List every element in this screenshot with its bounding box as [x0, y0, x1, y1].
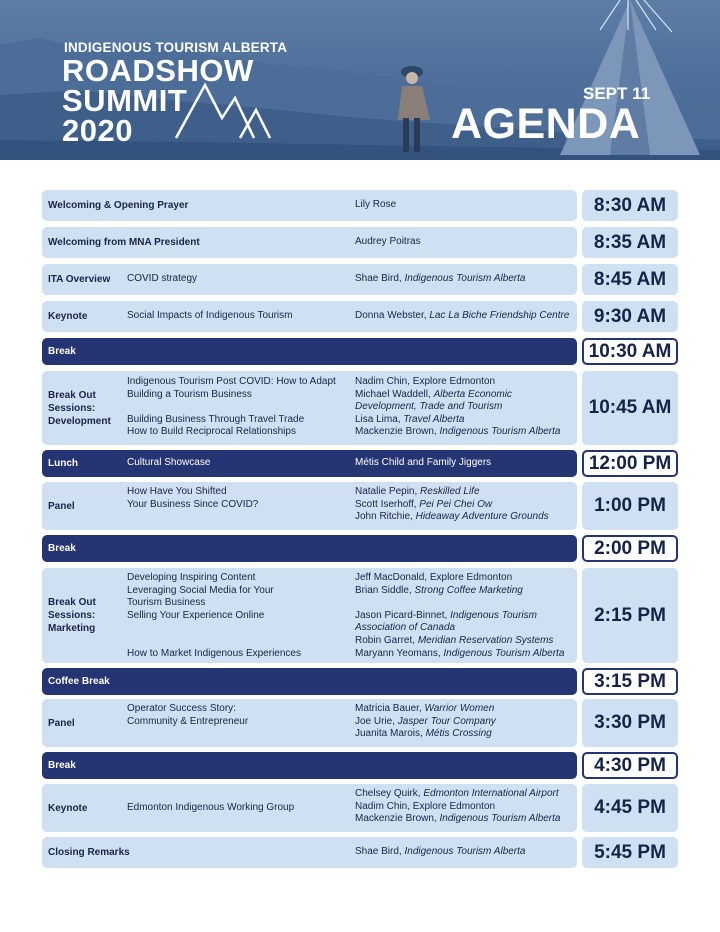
session-speakers	[355, 846, 525, 859]
session-speakers	[355, 376, 560, 439]
speaker-organization: Lac La Biche Friendship Centre	[429, 310, 570, 322]
event-title-line-3: 2020	[62, 113, 133, 148]
speaker-name: John Ritchie,	[355, 511, 416, 523]
session-details	[42, 837, 577, 868]
speaker-organization: Development, Trade and Tourism	[355, 401, 503, 413]
agenda-session-row	[42, 837, 678, 868]
agenda-session-row	[42, 264, 678, 295]
session-label	[48, 190, 188, 221]
session-details	[42, 371, 577, 445]
session-details	[42, 535, 577, 562]
agenda-break-row	[42, 450, 678, 477]
speaker-line	[355, 703, 496, 716]
session-details	[42, 227, 577, 258]
agenda-session-row	[42, 784, 678, 832]
speaker-organization: Pei Pei Chei Ow	[419, 498, 493, 510]
speaker-name: Michael Waddell,	[355, 388, 434, 400]
session-time: 2:00 PM	[582, 535, 678, 562]
speaker-name: Lisa Lima,	[355, 413, 404, 425]
speaker-organization: Alberta Economic	[433, 388, 512, 400]
session-topic: Developing Inspiring Content	[127, 572, 256, 583]
speaker-organization: Hideaway Adventure Grounds	[415, 511, 549, 523]
session-details	[42, 190, 577, 221]
speaker-name: Brian Siddle,	[355, 584, 415, 596]
session-topics	[127, 273, 197, 286]
session-speakers	[355, 310, 569, 323]
speaker-name: Robin Garret,	[355, 634, 418, 646]
speaker-line	[355, 610, 564, 623]
speaker-organization: Warrior Women	[424, 703, 495, 714]
speaker-line	[355, 273, 525, 286]
session-label	[48, 264, 110, 295]
speaker-line	[355, 457, 491, 470]
session-time: 4:30 PM	[582, 752, 678, 779]
agenda-session-row	[42, 568, 678, 663]
session-topics	[127, 310, 292, 323]
agenda-session-row	[42, 482, 678, 530]
session-speakers	[355, 486, 549, 524]
session-speakers	[355, 572, 564, 660]
session-time: 2:15 PM	[582, 568, 678, 663]
speaker-name: Natalie Pepin,	[355, 486, 421, 497]
speaker-line	[355, 813, 560, 826]
session-time: 10:30 AM	[582, 338, 678, 365]
session-topic: How Have You Shifted	[127, 486, 227, 497]
speaker-organization: Indigenous Tourism Alberta	[439, 813, 561, 825]
speaker-name: Mackenzie Brown,	[355, 426, 440, 438]
session-label-line: Break Out	[48, 389, 96, 401]
session-label-text: Panel	[48, 500, 75, 512]
speaker-organization: Indigenous Tourism Alberta	[404, 846, 526, 858]
session-label	[48, 668, 110, 695]
session-topic: Cultural Showcase	[127, 457, 211, 469]
session-topic: Your Business Since COVID?	[127, 498, 259, 510]
session-details	[42, 482, 577, 530]
speaker-line	[355, 236, 421, 249]
event-title-line-1: ROADSHOW	[62, 53, 254, 88]
speaker-line	[355, 788, 560, 801]
speaker-line	[355, 426, 560, 439]
agenda-session-row	[42, 301, 678, 332]
session-label	[48, 371, 111, 445]
agenda-session-row	[42, 190, 678, 221]
agenda-break-row	[42, 668, 678, 695]
session-topic: Community & Entrepreneur	[127, 715, 249, 727]
agenda-break-row	[42, 535, 678, 562]
session-topic: Building Business Through Travel Trade	[127, 413, 305, 425]
session-speakers	[355, 457, 491, 470]
session-topics	[127, 572, 301, 660]
speaker-name: Joe Urie,	[355, 715, 398, 727]
session-topic: Edmonton Indigenous Working Group	[127, 801, 295, 813]
organization-name: INDIGENOUS TOURISM ALBERTA	[64, 40, 288, 55]
header-banner	[0, 0, 720, 160]
speaker-line	[355, 401, 560, 414]
session-topic: Building a Tourism Business	[127, 388, 252, 400]
speaker-name: Lily Rose	[355, 199, 397, 211]
session-label-text: Keynote	[48, 802, 88, 814]
session-label-text: Keynote	[48, 311, 88, 322]
session-time: 10:45 AM	[582, 371, 678, 445]
speaker-line	[355, 389, 560, 402]
session-label-text: Break	[48, 543, 76, 554]
speaker-name: Shae Bird,	[355, 273, 405, 285]
speaker-name: Nadim Chin, Explore Edmonton	[355, 800, 496, 812]
session-time: 5:45 PM	[582, 837, 678, 868]
agenda-heading: AGENDA	[451, 100, 641, 148]
session-topic	[127, 622, 301, 635]
session-details	[42, 338, 577, 365]
session-time: 8:35 AM	[582, 227, 678, 258]
session-details	[42, 568, 577, 663]
session-time: 3:15 PM	[582, 668, 678, 695]
session-label-text: Break	[48, 760, 76, 771]
agenda-session-row	[42, 371, 678, 445]
speaker-name: Donna Webster,	[355, 310, 430, 322]
session-topics	[127, 376, 336, 439]
session-details	[42, 752, 577, 779]
session-label-text: Break	[48, 346, 76, 357]
speaker-line	[355, 648, 564, 661]
speaker-name: Audrey Poitras	[355, 236, 421, 248]
session-label	[48, 784, 87, 832]
speaker-line	[355, 486, 549, 499]
speaker-line	[355, 585, 564, 598]
speaker-name: Jeff MacDonald, Explore Edmonton	[355, 572, 513, 583]
session-label-text: ITA Overview	[48, 274, 111, 285]
speaker-line	[355, 376, 560, 389]
session-label-text: Panel	[48, 717, 75, 729]
speaker-organization: Travel Alberta	[403, 413, 465, 425]
session-topics	[127, 703, 248, 728]
speaker-organization: Indigenous Tourism Alberta	[439, 426, 561, 438]
session-topic: COVID strategy	[127, 273, 198, 285]
speaker-organization: Indigenous Tourism Alberta	[443, 647, 565, 659]
speaker-organization: Jasper Tour Company	[397, 715, 496, 727]
session-topic: Tourism Business	[127, 597, 206, 609]
session-label	[48, 752, 76, 779]
agenda-session-row	[42, 227, 678, 258]
agenda-break-row	[42, 338, 678, 365]
speaker-organization: Edmonton International Airport	[423, 788, 559, 799]
session-label	[48, 450, 78, 477]
session-label-text: Welcoming from MNA President	[48, 237, 200, 248]
session-topic: Selling Your Experience Online	[127, 609, 265, 621]
speaker-name: Métis Child and Family Jiggers	[355, 457, 492, 469]
speaker-line	[355, 511, 549, 524]
session-time: 1:00 PM	[582, 482, 678, 530]
session-time: 3:30 PM	[582, 699, 678, 747]
speaker-line	[355, 414, 560, 427]
session-label	[48, 482, 75, 530]
speaker-line	[355, 622, 564, 635]
session-details	[42, 668, 577, 695]
session-label	[48, 837, 130, 868]
session-label	[48, 535, 76, 562]
speaker-organization: Meridian Reservation Systems	[417, 634, 554, 646]
session-label-line: Development	[48, 415, 111, 427]
speaker-line	[355, 728, 496, 741]
session-details	[42, 699, 577, 747]
session-label-line: Sessions:	[48, 610, 96, 621]
speaker-line	[355, 716, 496, 729]
session-label-text: Welcoming & Opening Prayer	[48, 200, 189, 211]
session-topics	[127, 457, 210, 470]
session-label	[48, 699, 75, 747]
speaker-name: Matricia Bauer,	[355, 703, 425, 714]
session-topic: Indigenous Tourism Post COVID: How to Adapt	[127, 376, 336, 387]
speaker-organization: Indigenous Tourism Alberta	[404, 273, 526, 285]
speaker-name: Shae Bird,	[355, 846, 405, 858]
speaker-name: Juanita Marois,	[355, 728, 426, 740]
session-topic: Leveraging Social Media for Your	[127, 584, 274, 596]
speaker-organization: Strong Coffee Marketing	[414, 584, 523, 596]
speaker-name: Scott Iserhoff,	[355, 498, 420, 510]
speaker-line	[355, 310, 569, 323]
speaker-name: Jason Picard-Binnet,	[355, 609, 451, 621]
session-label-line: Marketing	[48, 623, 96, 634]
speaker-organization: Association of Canada	[355, 622, 456, 634]
session-details	[42, 301, 577, 332]
session-label-text: Lunch	[48, 458, 78, 469]
event-date: SEPT 11	[583, 84, 651, 103]
session-label-line: Break Out	[48, 597, 96, 608]
session-label-text: Coffee Break	[48, 676, 110, 687]
speaker-name: Chelsey Quirk,	[355, 788, 424, 799]
session-details	[42, 784, 577, 832]
session-speakers	[355, 273, 525, 286]
session-time: 9:30 AM	[582, 301, 678, 332]
session-time: 8:45 AM	[582, 264, 678, 295]
session-topic: Operator Success Story:	[127, 703, 236, 714]
speaker-name: Nadim Chin, Explore Edmonton	[355, 376, 496, 387]
speaker-line	[355, 846, 525, 859]
session-time: 8:30 AM	[582, 190, 678, 221]
session-time: 12:00 PM	[582, 450, 678, 477]
speaker-name: Mackenzie Brown,	[355, 813, 440, 825]
session-label	[48, 568, 96, 663]
session-details	[42, 264, 577, 295]
session-label	[48, 301, 87, 332]
session-speakers	[355, 236, 421, 249]
speaker-line	[355, 801, 560, 814]
session-topic: How to Build Reciprocal Relationships	[127, 426, 296, 438]
session-topic	[127, 635, 301, 648]
speaker-organization: Métis Crossing	[425, 728, 492, 740]
speaker-name: Maryann Yeomans,	[355, 647, 444, 659]
session-topic: Social Impacts of Indigenous Tourism	[127, 310, 293, 322]
session-time: 4:45 PM	[582, 784, 678, 832]
session-details	[42, 450, 577, 477]
speaker-line	[355, 499, 549, 512]
session-label	[48, 338, 76, 365]
session-topics	[127, 486, 258, 511]
session-speakers	[355, 703, 496, 741]
speaker-line	[355, 572, 564, 585]
session-topics	[127, 802, 294, 815]
session-speakers	[355, 788, 560, 826]
speaker-line	[355, 199, 396, 212]
speaker-line	[355, 597, 564, 610]
agenda-break-row	[42, 752, 678, 779]
speaker-organization: Indigenous Tourism	[450, 609, 537, 621]
session-label-text: Closing Remarks	[48, 847, 130, 858]
event-title-line-2: SUMMIT	[62, 83, 188, 118]
session-topic	[127, 401, 336, 414]
speaker-line	[355, 635, 564, 648]
speaker-organization: Reskilled Life	[420, 486, 480, 497]
session-label	[48, 227, 200, 258]
session-topic: How to Market Indigenous Experiences	[127, 647, 301, 659]
session-speakers	[355, 199, 396, 212]
agenda-session-row	[42, 699, 678, 747]
session-label-line: Sessions:	[48, 402, 96, 414]
